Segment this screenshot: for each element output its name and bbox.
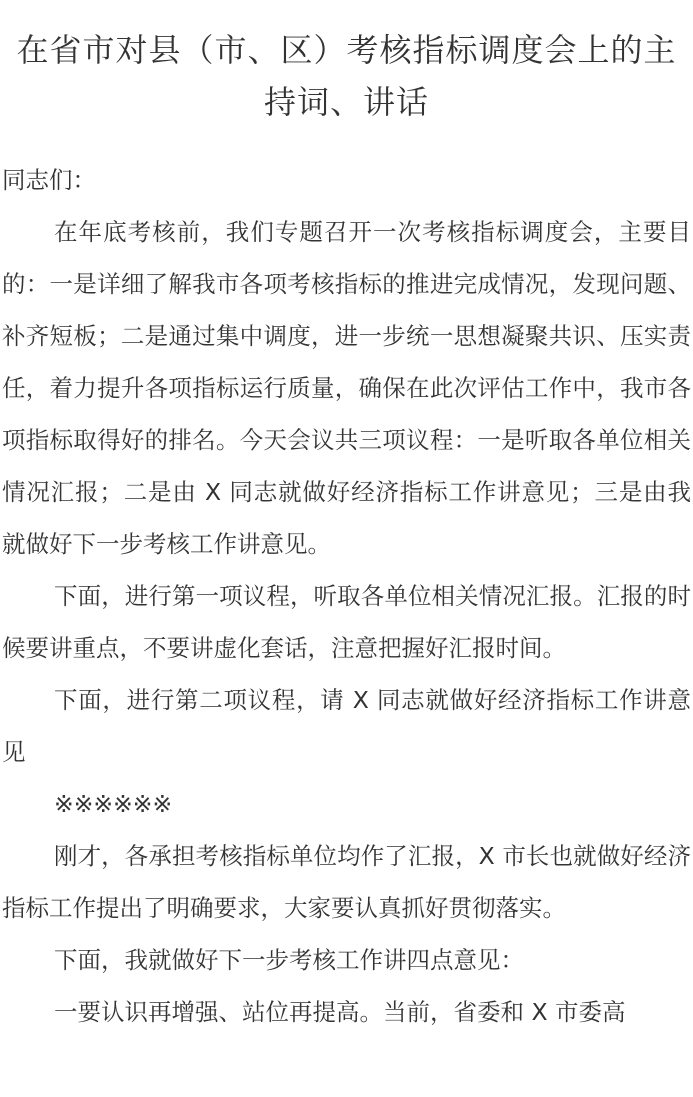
document-title: 在省市对县（市、区）考核指标调度会上的主持词、讲话 bbox=[16, 31, 677, 121]
salutation: 同志们： bbox=[2, 166, 96, 194]
paragraph-four-points-intro: 下面，我就做好下一步考核工作讲四点意见： bbox=[54, 946, 524, 974]
paragraph-agenda-item-2: 下面，进行第二项议程，请 X 同志就做好经济指标工作讲意见 bbox=[2, 686, 691, 766]
paragraph-summary: 刚才，各承担考核指标单位均作了汇报，X 市长也就做好经济指标工作提出了明确要求，大家要认真抓好贯彻落实。 bbox=[2, 842, 691, 922]
paragraph-agenda-item-1: 下面，进行第一项议程，听取各单位相关情况汇报。汇报的时候要讲重点，不要讲虚化套话，注意把握好汇报时间。 bbox=[2, 582, 691, 662]
document-body bbox=[2, 154, 691, 1038]
document bbox=[2, 0, 691, 1038]
section-separator: ※※※※※※ bbox=[54, 790, 173, 818]
paragraph-point-1: 一要认识再增强、站位再提高。当前，省委和 X 市委高 bbox=[54, 998, 626, 1026]
paragraph-meeting-purpose: 在年底考核前，我们专题召开一次考核指标调度会，主要目的：一是详细了解我市各项考核指标的推进完成情况，发现问题、补齐短板；二是通过集中调度，进一步统一思想凝聚共识、压实责任，着力提升各项指标运行质量，确保在此次评估工作中，我市各项指标取得好的排名。今天会议共三项议程：一是听取各单位相关情况汇报；二是由 X 同志就做好经济指标工作讲意见；三是由我就做好下一步考核工作讲意见。 bbox=[2, 218, 691, 558]
